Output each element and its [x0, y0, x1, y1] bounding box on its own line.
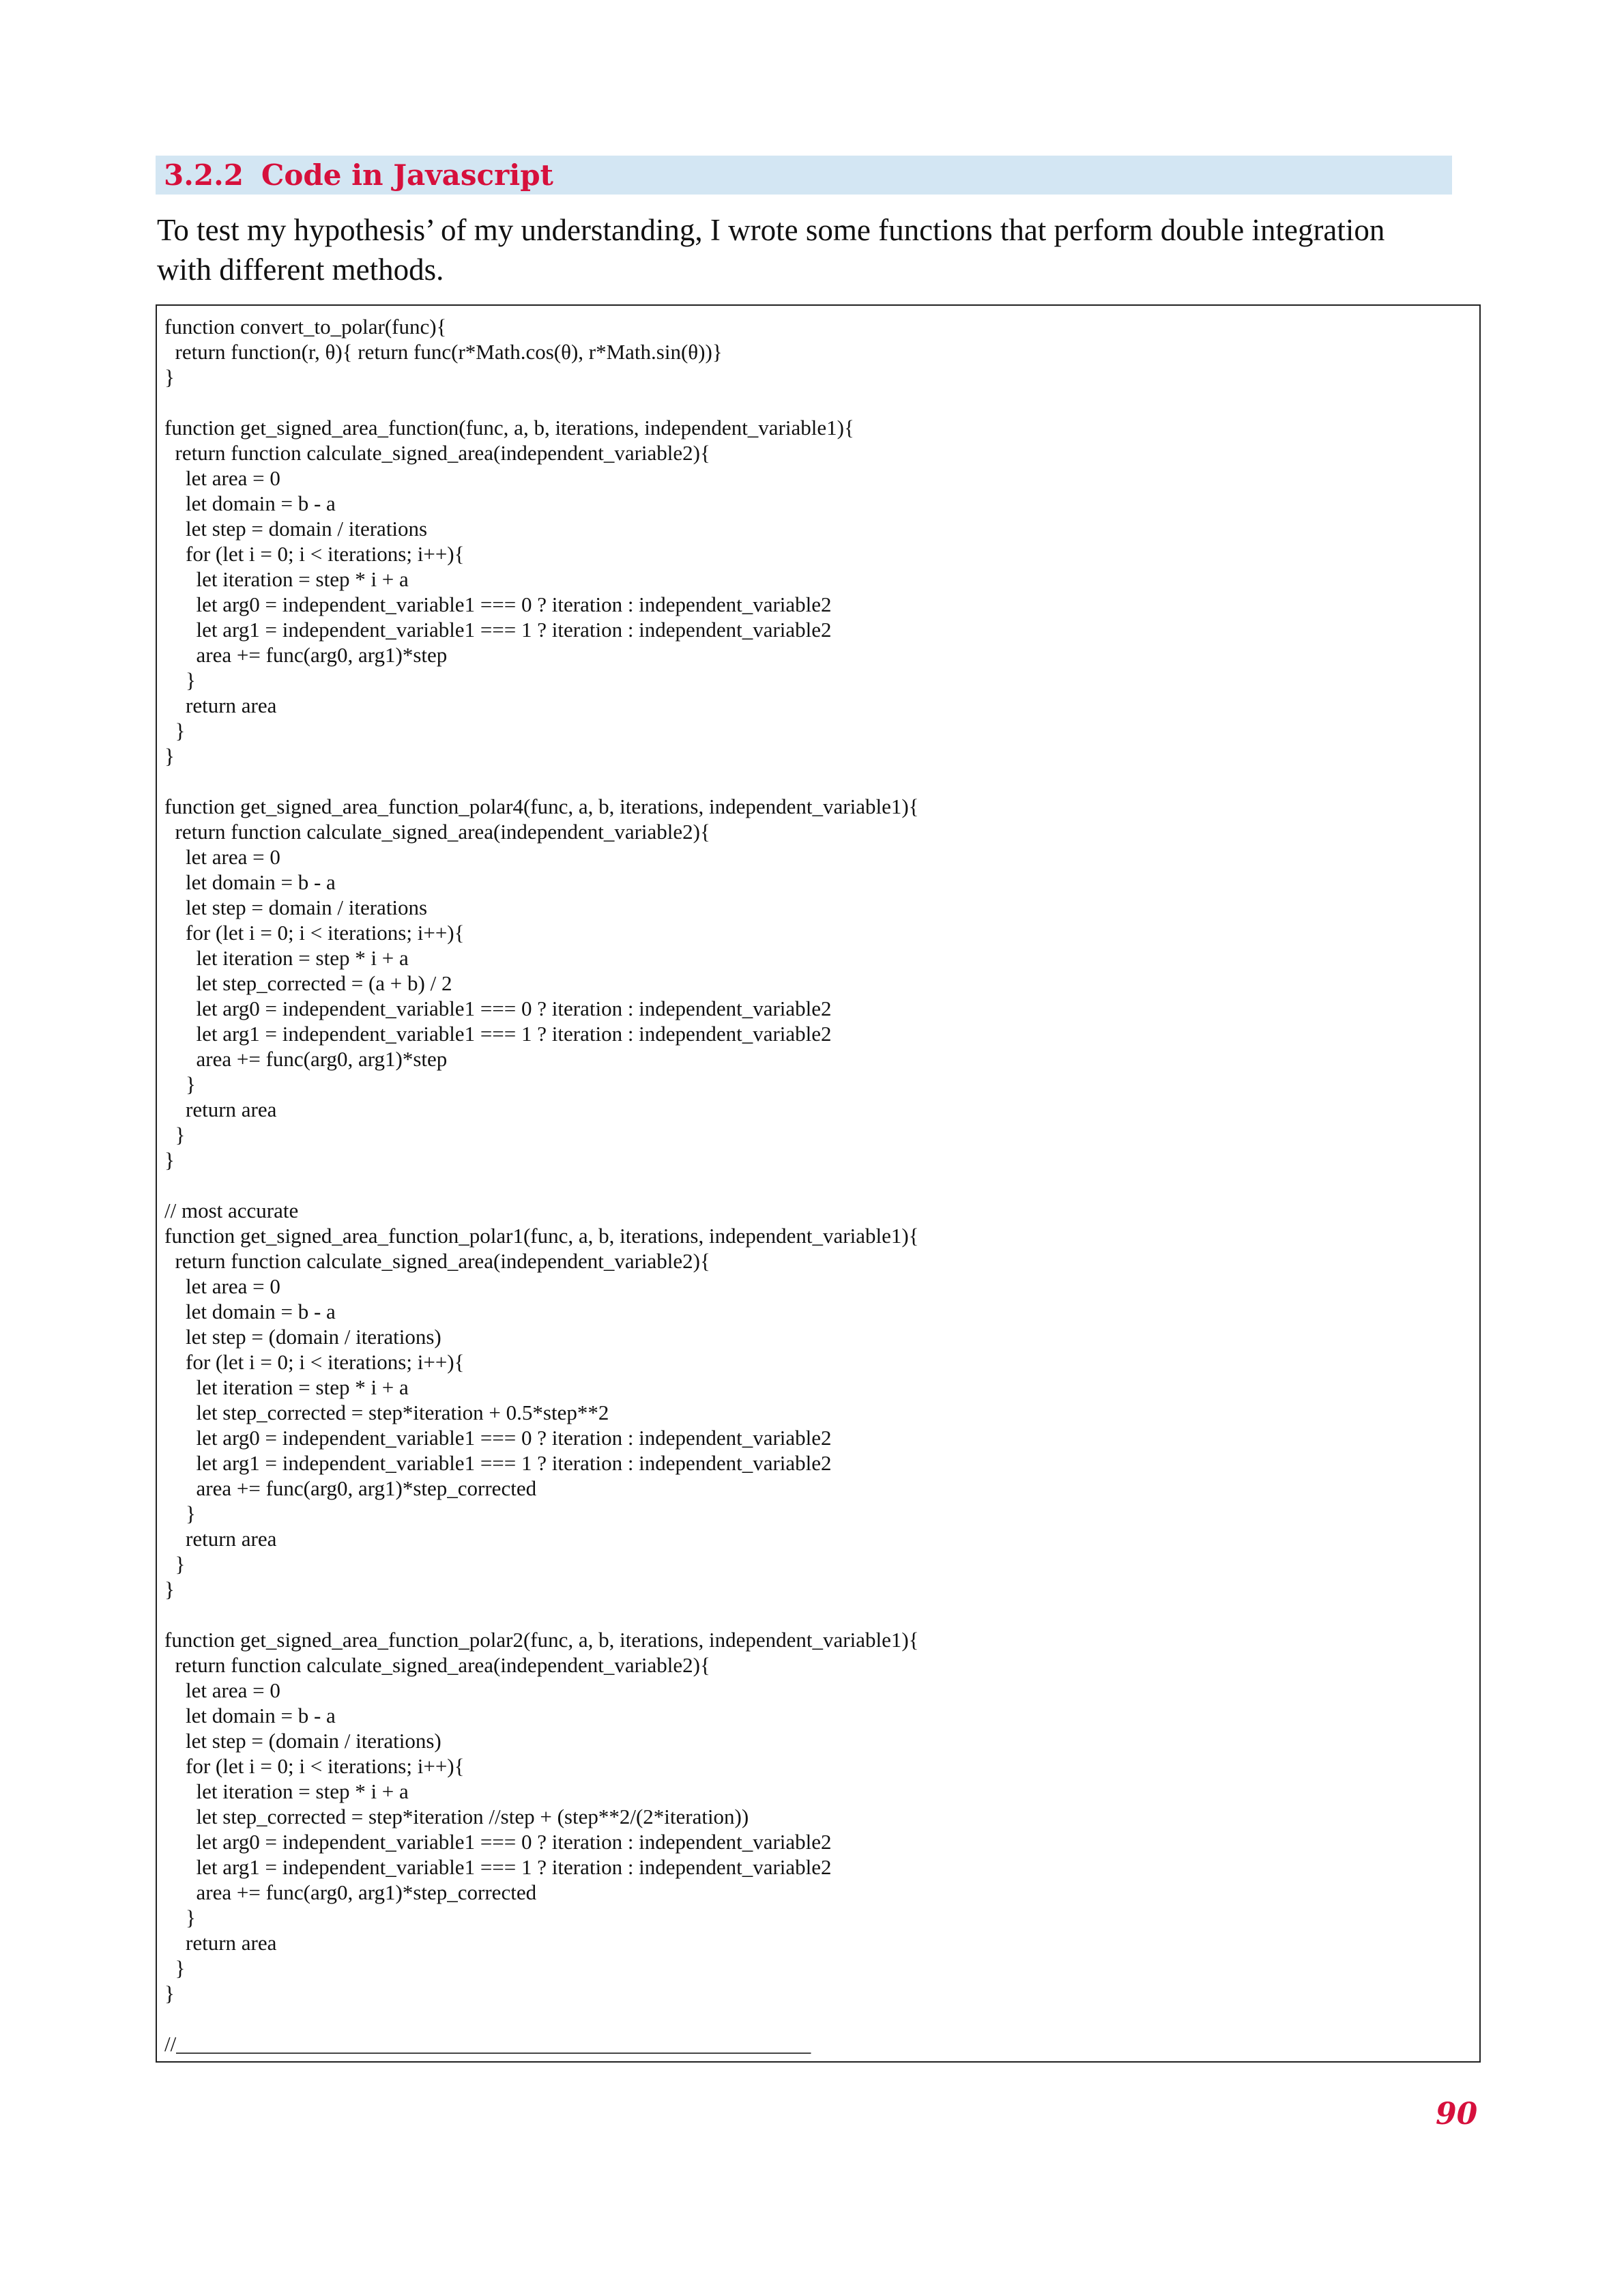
code-line: function convert_to_polar(func){: [164, 315, 447, 339]
code-line: let step_corrected = step*iteration //step + (step**2/(2*iteration)): [164, 1805, 749, 1828]
code-line: area += func(arg0, arg1)*step_corrected: [164, 1880, 537, 1904]
code-line: let arg0 = independent_variable1 === 0 ? iteration : independent_variable2: [164, 1830, 832, 1854]
code-line: }: [164, 1072, 196, 1096]
code-line: for (let i = 0; i < iterations; i++){: [164, 921, 465, 945]
code-line: for (let i = 0; i < iterations; i++){: [164, 542, 465, 566]
code-line: let arg1 = independent_variable1 === 1 ? iteration : independent_variable2: [164, 1022, 832, 1046]
code-line: let area = 0: [164, 466, 280, 490]
code-line: let arg1 = independent_variable1 === 1 ? iteration : independent_variable2: [164, 618, 832, 642]
code-line: let iteration = step * i + a: [164, 946, 409, 970]
code-line: let step_corrected = step*iteration + 0.5*step**2: [164, 1401, 609, 1424]
code-line: return area: [164, 1931, 277, 1955]
code-line: let area = 0: [164, 845, 280, 869]
code-line: [164, 390, 1479, 415]
code-line: return function calculate_signed_area(independent_variable2){: [164, 441, 710, 465]
code-line: let step_corrected = (a + b) / 2: [164, 971, 452, 995]
code-line: let arg0 = independent_variable1 === 0 ? iteration : independent_variable2: [164, 1426, 832, 1450]
code-line: return function(r, θ){ return func(r*Math.cos(θ), r*Math.sin(θ))}: [164, 340, 723, 364]
code-line: //____________________________________________________________: [164, 2032, 811, 2056]
code-line: let domain = b - a: [164, 1704, 336, 1727]
code-line: let area = 0: [164, 1274, 280, 1298]
intro-line: To test my hypothesis’ of my understanding, I wrote some functions that perform double integration: [157, 213, 1385, 247]
section-heading: [156, 156, 1452, 195]
section-title: Code in Javascript: [261, 158, 553, 192]
code-line: }: [164, 1502, 196, 1525]
code-line: }: [164, 1552, 186, 1576]
code-line: }: [164, 1123, 186, 1147]
code-line: return function calculate_signed_area(independent_variable2){: [164, 1249, 710, 1273]
code-line: for (let i = 0; i < iterations; i++){: [164, 1350, 465, 1374]
code-line: }: [164, 668, 196, 692]
code-line: let step = (domain / iterations): [164, 1729, 441, 1753]
code-line: }: [164, 1577, 175, 1601]
code-line: [164, 769, 1479, 794]
code-line: }: [164, 1906, 196, 1929]
code-line: return area: [164, 693, 277, 717]
code-line: for (let i = 0; i < iterations; i++){: [164, 1754, 465, 1778]
code-line: }: [164, 1956, 186, 1980]
code-line: [164, 2006, 1479, 2031]
code-line: let arg0 = independent_variable1 === 0 ? iteration : independent_variable2: [164, 592, 832, 616]
code-line: let step = domain / iterations: [164, 517, 428, 541]
code-line: let step = domain / iterations: [164, 895, 428, 919]
code-line: let arg1 = independent_variable1 === 1 ? iteration : independent_variable2: [164, 1451, 832, 1475]
code-line: function get_signed_area_function_polar1(func, a, b, iterations, independent_variable1){: [164, 1224, 919, 1248]
code-line: return area: [164, 1527, 277, 1551]
code-line: area += func(arg0, arg1)*step: [164, 643, 448, 667]
code-line: area += func(arg0, arg1)*step: [164, 1047, 448, 1071]
code-line: }: [164, 365, 175, 389]
section-number: 3.2.2: [164, 158, 244, 192]
code-line: let arg1 = independent_variable1 === 1 ? iteration : independent_variable2: [164, 1855, 832, 1879]
code-line: }: [164, 1981, 175, 2005]
code-line: }: [164, 1148, 175, 1172]
code-line: function get_signed_area_function(func, a, b, iterations, independent_variable1){: [164, 416, 854, 440]
code-line: let step = (domain / iterations): [164, 1325, 441, 1349]
code-line: [164, 1602, 1479, 1627]
code-line: let domain = b - a: [164, 870, 336, 894]
code-line: let area = 0: [164, 1678, 280, 1702]
code-line: return function calculate_signed_area(independent_variable2){: [164, 1653, 710, 1677]
code-line: let arg0 = independent_variable1 === 0 ? iteration : independent_variable2: [164, 996, 832, 1020]
code-block: [156, 304, 1481, 2063]
code-line: return function calculate_signed_area(independent_variable2){: [164, 820, 710, 844]
code-line: let iteration = step * i + a: [164, 567, 409, 591]
code-line: }: [164, 719, 186, 743]
code-line: [164, 1173, 1479, 1198]
intro-paragraph: [157, 210, 1467, 289]
page-number: 90: [1436, 2097, 1478, 2132]
code-line: let iteration = step * i + a: [164, 1375, 409, 1399]
code-line: let domain = b - a: [164, 491, 336, 515]
code-line: let domain = b - a: [164, 1300, 336, 1323]
intro-line: with different methods.: [157, 253, 444, 287]
code-line: function get_signed_area_function_polar4(func, a, b, iterations, independent_variable1){: [164, 794, 919, 818]
code-line: }: [164, 744, 175, 768]
code-line: area += func(arg0, arg1)*step_corrected: [164, 1476, 537, 1500]
code-line: // most accurate: [164, 1199, 299, 1222]
code-line: function get_signed_area_function_polar2(func, a, b, iterations, independent_variable1){: [164, 1628, 919, 1652]
code-line: let iteration = step * i + a: [164, 1779, 409, 1803]
code-line: return area: [164, 1097, 277, 1121]
